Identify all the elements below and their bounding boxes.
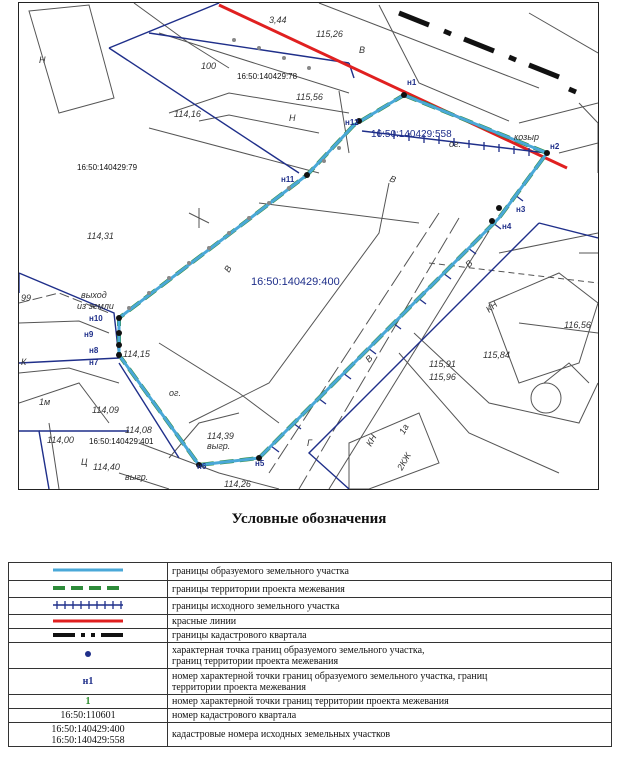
legend-desc-formed-parcel: границы образуемого земельного участка	[168, 563, 612, 581]
elev-115-96: 115,96	[429, 372, 456, 382]
elev-114-16: 114,16	[174, 109, 201, 119]
legend-table	[8, 562, 612, 747]
parcel-label-558: 16:50:140429:558	[371, 129, 452, 140]
legend-symbol-red-lines	[9, 615, 168, 629]
note-b-1: В	[222, 263, 234, 274]
point-n10	[116, 315, 122, 321]
label-n1: н1	[407, 78, 417, 87]
elev-114-31: 114,31	[87, 231, 114, 241]
point-n3	[496, 205, 502, 211]
elev-114-40: 114,40	[93, 462, 120, 472]
note-ts: Ц	[81, 457, 88, 467]
note-100: 100	[201, 61, 217, 71]
elev-114-08: 114,08	[125, 425, 152, 435]
point-n9	[116, 330, 122, 336]
label-n11: н11	[281, 175, 295, 184]
legend-symbol-char-point	[9, 643, 168, 669]
label-n4: н4	[502, 222, 512, 231]
legend-desc-cadastral-numbers: кадастровые номера исходных земельных участков	[168, 723, 612, 747]
note-b-2: В	[388, 173, 398, 185]
legend-row-cadastral-numbers	[9, 723, 612, 747]
legend-desc-source-parcel: границы исходного земельного участка	[168, 598, 612, 615]
note-kn-1: КН	[483, 299, 500, 315]
elev-115-26: 115,26	[316, 29, 343, 39]
note-vykhod: выход	[81, 290, 107, 300]
note-1m: 1м	[39, 397, 51, 407]
note-og-2: ог.	[449, 139, 461, 149]
legend-row-char-point	[9, 643, 612, 669]
note-kn-2: КН	[364, 432, 379, 448]
label-n8: н8	[89, 346, 99, 355]
note-2kzh: 2КЖ	[395, 450, 414, 472]
legend-row-source-parcel	[9, 598, 612, 615]
note-kozyr: козыр	[514, 132, 539, 142]
legend-row-project-territory	[9, 581, 612, 598]
red-line	[219, 5, 567, 168]
base-map-lines	[19, 3, 598, 489]
legend-desc-block-number: номер кадастрового квартала	[168, 709, 612, 723]
point-n8	[116, 342, 122, 348]
note-n-2: Н	[289, 113, 296, 123]
label-n2: н2	[550, 142, 560, 151]
legend-row-formed-parcel	[9, 563, 612, 581]
cadastral-block-lines	[19, 3, 598, 489]
legend-desc-char-point: характерная точка границ образуемого земельного участка, границ территории проекта межевания	[168, 643, 612, 669]
elev-3-44: 3,44	[269, 15, 287, 25]
label-n3: н3	[516, 205, 526, 214]
parcel-labels	[77, 72, 452, 446]
elev-114-09: 114,09	[92, 405, 119, 415]
point-n1	[401, 92, 407, 98]
note-iz-zemli: из земли	[77, 301, 114, 311]
label-n12: н12	[345, 118, 359, 127]
parcel-label-400: 16:50:140429:400	[251, 276, 340, 288]
note-b-3: В	[463, 258, 475, 270]
legend-symbol-block-number: 16:50:110601	[9, 709, 168, 723]
legend-desc-project-territory: границы территории проекта межевания	[168, 581, 612, 598]
legend-row-cadastral-block	[9, 629, 612, 643]
point-n7	[116, 352, 122, 358]
parcel-label-79: 16:50:140429:79	[77, 163, 138, 172]
elev-116-56: 116,56	[564, 320, 591, 330]
legend-desc-point-number: номер характерной точки границ образуемого земельного участка, границ территории проекта межевания	[168, 669, 612, 695]
legend-symbol-cadastral-block	[9, 629, 168, 643]
elev-99: 99	[21, 293, 32, 303]
elev-114-15: 114,15	[123, 349, 150, 359]
note-og-1: ог.	[169, 388, 181, 398]
legend-row-block-number	[9, 709, 612, 723]
parcel-label-401: 16:50:140429:401	[89, 437, 154, 446]
elev-114-26: 114,26	[224, 479, 251, 489]
label-n10: н10	[89, 314, 103, 323]
legend-symbol-formed-parcel	[9, 563, 168, 581]
point-n4	[489, 218, 495, 224]
cadastral-map	[18, 2, 599, 490]
legend-desc-red-lines: красные линии	[168, 615, 612, 629]
label-n7: н7	[89, 358, 99, 367]
legend-title: Условные обозначения	[231, 511, 387, 527]
note-n-1: Н	[39, 55, 46, 65]
label-n6: н6	[197, 462, 207, 471]
note-g-1: Г	[307, 438, 312, 448]
note-1a: 1а	[397, 422, 411, 436]
elev-115-91: 115,91	[429, 359, 456, 369]
legend-row-territory-point-number	[9, 695, 612, 709]
point-n11	[304, 172, 310, 178]
legend-symbol-source-parcel	[9, 598, 168, 615]
legend-row-point-number	[9, 669, 612, 695]
elev-114-00: 114,00	[47, 435, 74, 445]
legend-symbol-point-number: н1	[9, 669, 168, 695]
map-drawing	[19, 3, 598, 489]
note-vygr-1: выгр.	[207, 441, 231, 451]
legend-desc-territory-point-number: номер характерной точки границ территории проекта межевания	[168, 695, 612, 709]
legend-desc-cadastral-block: границы кадастрового квартала	[168, 629, 612, 643]
elev-114-39: 114,39	[207, 431, 234, 441]
legend-symbol-project-territory	[9, 581, 168, 598]
elev-115-56: 115,56	[296, 92, 323, 102]
legend-symbol-territory-point-number: 1	[9, 695, 168, 709]
legend-row-red-lines	[9, 615, 612, 629]
label-n9: н9	[84, 330, 94, 339]
elev-115-84: 115,84	[483, 350, 510, 360]
parcel-label-78: 16:50:140429:78	[237, 72, 298, 81]
note-b-4: В	[363, 353, 375, 365]
note-k-1: К	[21, 357, 27, 367]
note-vygr-2: выгр.	[125, 472, 149, 482]
note-b-5: В	[359, 45, 366, 55]
legend-symbol-cadastral-numbers: 16:50:140429:400 16:50:140429:558	[9, 723, 168, 747]
label-n5: н5	[255, 459, 265, 468]
